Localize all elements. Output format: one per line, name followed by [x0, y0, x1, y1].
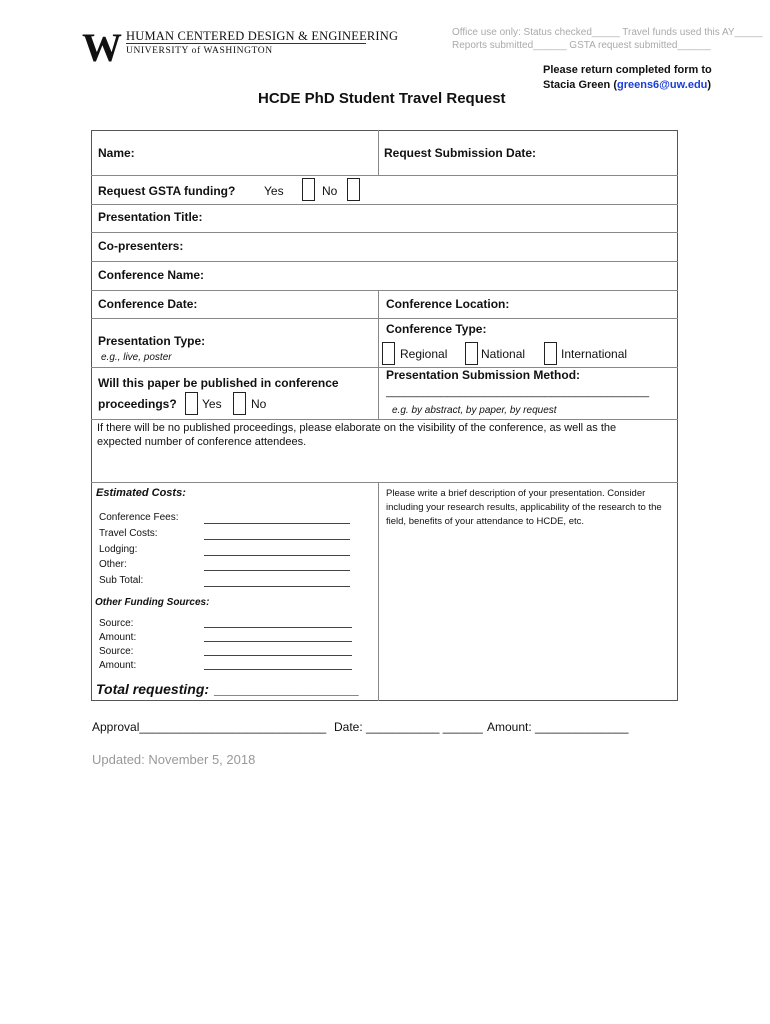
presentation-type-hint: e.g., live, poster [101, 352, 172, 363]
conference-type-label: Conference Type: [386, 322, 487, 336]
published-yes-label: Yes [202, 397, 222, 411]
gsta-yes-checkbox[interactable] [302, 178, 315, 201]
row-divider [91, 419, 678, 420]
no-proceedings-prompt-line2: expected number of conference attendees. [97, 436, 307, 448]
published-yes-checkbox[interactable] [185, 392, 198, 415]
cost-item-label: Conference Fees: [99, 512, 179, 523]
national-checkbox[interactable] [465, 342, 478, 365]
row-divider [91, 318, 678, 319]
office-use-line-2: Reports submitted______ GSTA request submitted______ [452, 40, 711, 51]
approval-field[interactable]: Approval____________________________ [92, 720, 327, 734]
date-field[interactable]: Date: ___________ ______ [334, 720, 483, 734]
row-divider [91, 482, 678, 483]
row-divider [91, 367, 678, 368]
return-prefix: Stacia Green ( [543, 79, 617, 91]
published-label-line1: Will this paper be published in conference [98, 376, 339, 390]
regional-label: Regional [400, 347, 448, 361]
amount-field[interactable]: Amount: ______________ [487, 720, 629, 734]
return-email-link[interactable]: greens6@uw.edu [616, 79, 708, 91]
office-use-line-1: Office use only: Status checked_____ Travel funds used this AY_____ [452, 27, 763, 38]
funding-fill-line[interactable] [204, 655, 352, 656]
cost-item-label: Travel Costs: [99, 528, 158, 539]
department-name: HUMAN CENTERED DESIGN & ENGINEERING [126, 29, 399, 43]
return-suffix: ) [707, 79, 712, 91]
cost-item-label: Sub Total: [99, 575, 144, 586]
return-contact [543, 78, 711, 93]
cost-fill-line[interactable] [204, 570, 350, 571]
cost-fill-line[interactable] [204, 555, 350, 556]
conference-date-label: Conference Date: [98, 297, 198, 311]
international-checkbox[interactable] [544, 342, 557, 365]
submission-date-label: Request Submission Date: [384, 146, 537, 160]
column-divider [378, 130, 379, 175]
description-prompt: Please write a brief description of your presentation. Consider including your research results, applicability of the research to the field, benefits of your attendance to HCDE, etc. [386, 488, 662, 527]
updated-date: Updated: November 5, 2018 [92, 752, 256, 767]
row-divider [91, 290, 678, 291]
gsta-no-label: No [322, 184, 338, 198]
university-name: UNIVERSITY of WASHINGTON [126, 46, 273, 56]
funding-item-label: Amount: [99, 632, 137, 643]
cost-fill-line[interactable] [204, 586, 350, 587]
cost-fill-line[interactable] [204, 539, 350, 540]
cost-item-label: Other: [99, 559, 127, 570]
copresenters-label: Co-presenters: [98, 239, 184, 253]
funding-fill-line[interactable] [204, 627, 352, 628]
cost-fill-line[interactable] [204, 523, 350, 524]
cost-item-label: Lodging: [99, 544, 138, 555]
row-divider [91, 232, 678, 233]
conference-location-label: Conference Location: [386, 297, 510, 311]
gsta-yes-label: Yes [264, 184, 284, 198]
national-label: National [481, 347, 526, 361]
estimated-costs-label: Estimated Costs: [96, 487, 186, 499]
gsta-label: Request GSTA funding? [98, 184, 236, 198]
published-label-line2: proceedings? [98, 397, 177, 411]
total-requesting-line[interactable]: ____________________ [214, 682, 359, 697]
presentation-type-label: Presentation Type: [98, 334, 206, 348]
header-divider [126, 43, 366, 44]
funding-fill-line[interactable] [204, 641, 352, 642]
conference-name-label: Conference Name: [98, 268, 205, 282]
no-proceedings-prompt-line1: If there will be no published proceedings, please elaborate on the visibility of the conference, as well as the [97, 422, 617, 434]
funding-item-label: Source: [99, 618, 134, 629]
other-funding-label: Other Funding Sources: [95, 597, 210, 608]
published-no-label: No [251, 397, 267, 411]
published-no-checkbox[interactable] [233, 392, 246, 415]
row-divider [91, 175, 678, 176]
funding-item-label: Amount: [99, 660, 137, 671]
column-divider [378, 290, 379, 419]
return-instruction: Please return completed form to [543, 64, 712, 76]
presentation-title-label: Presentation Title: [98, 210, 203, 224]
submission-method-hint: e.g. by abstract, by paper, by request [392, 405, 557, 416]
submission-method-line[interactable]: ___________________________________________ [386, 386, 650, 398]
international-label: International [561, 347, 628, 361]
column-divider [378, 482, 379, 701]
page-title: HCDE PhD Student Travel Request [258, 90, 506, 107]
funding-item-label: Source: [99, 646, 134, 657]
regional-checkbox[interactable] [382, 342, 395, 365]
uw-logo: W [82, 25, 120, 70]
row-divider [91, 204, 678, 205]
submission-method-label: Presentation Submission Method: [386, 368, 581, 382]
row-divider [91, 261, 678, 262]
funding-fill-line[interactable] [204, 669, 352, 670]
name-label: Name: [98, 146, 135, 160]
total-requesting-label: Total requesting: [96, 681, 210, 697]
gsta-no-checkbox[interactable] [347, 178, 360, 201]
